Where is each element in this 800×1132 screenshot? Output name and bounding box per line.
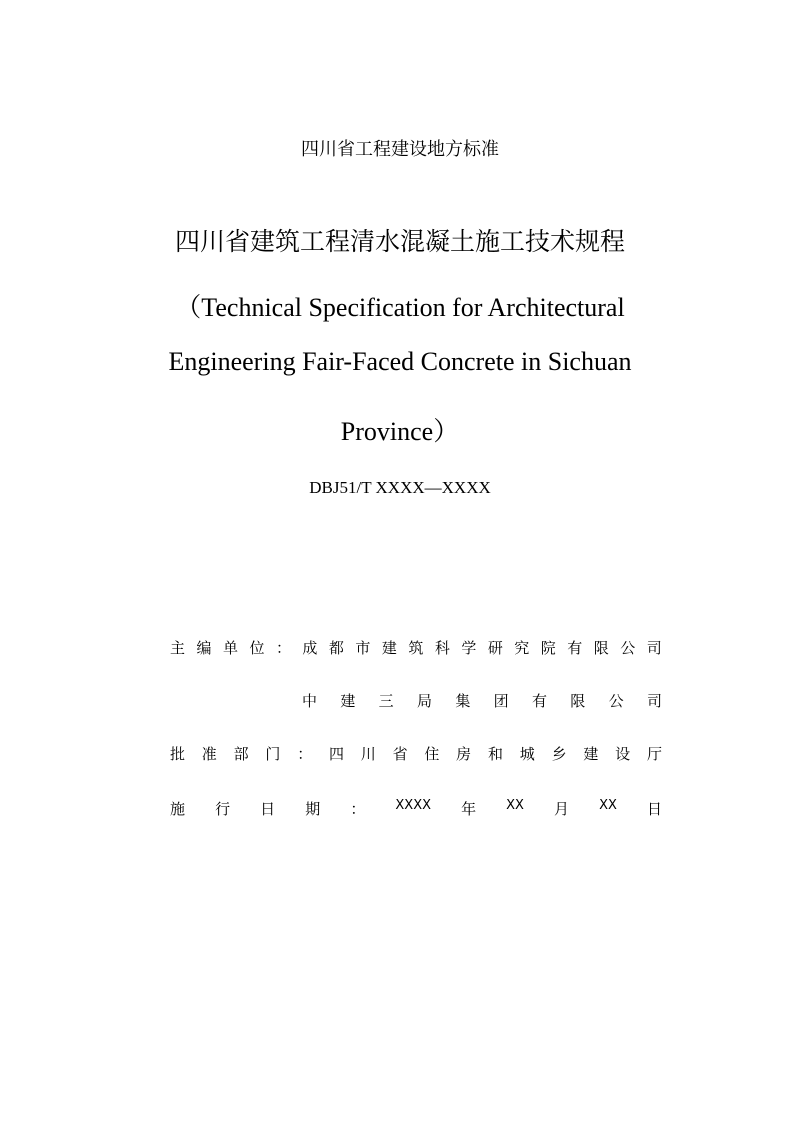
- info-token: 乡: [551, 745, 567, 763]
- info-token: 准: [201, 745, 217, 763]
- info-token: ：: [275, 639, 291, 657]
- info-token: 和: [487, 745, 503, 763]
- info-token: 位: [249, 639, 265, 657]
- info-token: 中: [302, 692, 318, 710]
- info-token: ：: [297, 745, 313, 763]
- info-token: ：: [350, 800, 366, 818]
- info-token: 房: [456, 745, 472, 763]
- info-token: 日: [260, 800, 276, 818]
- info-token: 日: [646, 800, 662, 818]
- info-token: 究: [514, 639, 530, 657]
- effective-date-row: [170, 798, 662, 819]
- co-editor-row: [302, 690, 662, 711]
- info-token: 筑: [408, 639, 424, 657]
- info-token: 四: [328, 745, 344, 763]
- info-token: 门: [265, 745, 281, 763]
- info-token: 行: [215, 800, 231, 818]
- info-token: 局: [416, 692, 432, 710]
- info-token: 住: [424, 745, 440, 763]
- info-token: 部: [233, 745, 249, 763]
- info-token: 施: [170, 800, 186, 818]
- info-token: 都: [328, 639, 344, 657]
- info-token: 有: [531, 692, 547, 710]
- info-token: 市: [355, 639, 371, 657]
- info-token: 限: [593, 639, 609, 657]
- standard-type: 四川省工程建设地方标准: [301, 139, 499, 160]
- info-token: 限: [570, 692, 586, 710]
- info-token: 编: [196, 639, 212, 657]
- info-token: 主: [170, 639, 186, 657]
- info-token: 月: [554, 800, 570, 818]
- info-token: 年: [461, 800, 477, 818]
- info-token: 厅: [646, 745, 662, 763]
- info-token: 设: [615, 745, 631, 763]
- info-token: 学: [461, 639, 477, 657]
- info-token: 成: [302, 639, 318, 657]
- title-english-line-3: Province）: [340, 417, 460, 446]
- info-token: 省: [392, 745, 408, 763]
- info-token: 科: [434, 639, 450, 657]
- info-token: 单: [222, 639, 238, 657]
- info-token: XX: [506, 798, 524, 813]
- info-token: 建: [340, 692, 356, 710]
- info-token: XX: [599, 798, 617, 813]
- info-token: 公: [620, 639, 636, 657]
- chief-editor-row: [170, 637, 662, 658]
- info-token: 司: [646, 692, 662, 710]
- standard-code: DBJ51/T XXXX—XXXX: [309, 478, 491, 497]
- info-token: 批: [170, 745, 186, 763]
- info-token: 期: [305, 800, 321, 818]
- info-token: 团: [493, 692, 509, 710]
- info-token: 公: [608, 692, 624, 710]
- info-token: 有: [567, 639, 583, 657]
- info-token: 司: [646, 639, 662, 657]
- title-english-line-1: （Technical Specification for Architectural: [175, 293, 625, 322]
- info-token: 院: [540, 639, 556, 657]
- info-token: 川: [360, 745, 376, 763]
- title-english-line-2: Engineering Fair-Faced Concrete in Sichuan: [168, 347, 632, 376]
- info-token: 建: [381, 639, 397, 657]
- info-token: 建: [583, 745, 599, 763]
- info-token: 集: [455, 692, 471, 710]
- info-token: 城: [519, 745, 535, 763]
- info-token: 三: [378, 692, 394, 710]
- title-chinese: 四川省建筑工程清水混凝土施工技术规程: [174, 227, 625, 256]
- approval-department-row: [170, 743, 662, 764]
- info-token: 研: [487, 639, 503, 657]
- info-token: XXXX: [395, 798, 432, 813]
